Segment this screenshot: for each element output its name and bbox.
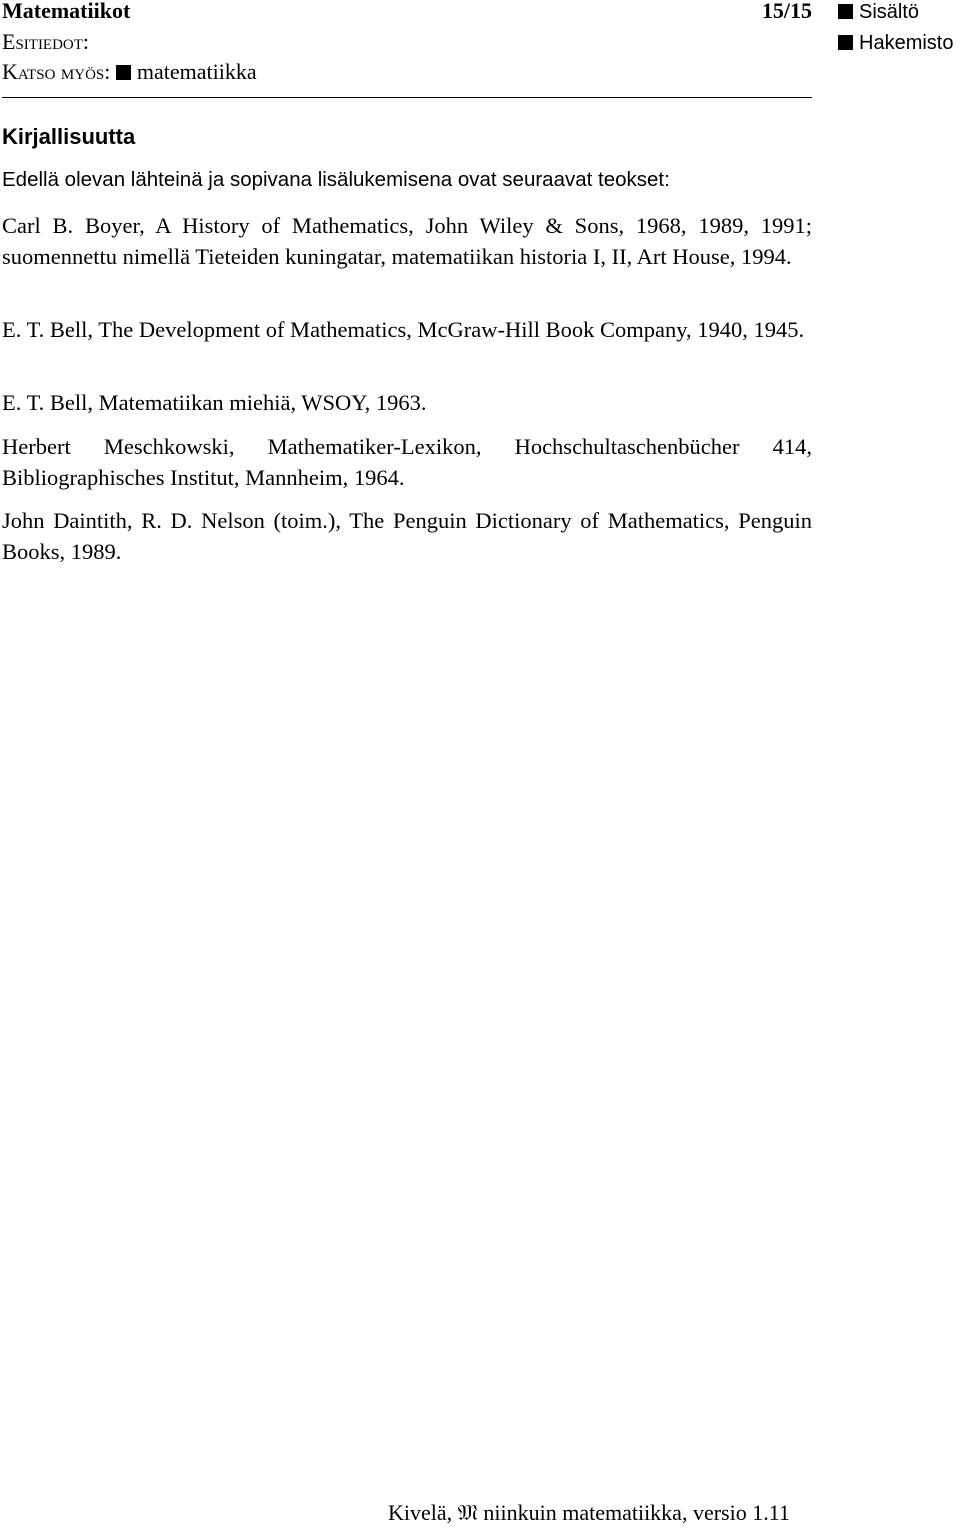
- nav-contents-label: Sisältö: [859, 1, 920, 23]
- prerequisites-label: Esitiedot:: [2, 29, 90, 54]
- reference-item: John Daintith, R. D. Nelson (toim.), The Penguin Dictionary of Mathematics, Penguin Books, 1989.: [2, 508, 812, 564]
- page-footer: Kivelä, 𝔐 niinkuin matematiikka, versio 1.11: [388, 1500, 790, 1525]
- document-title: Matematiikot: [2, 0, 131, 23]
- see-also-link[interactable]: [116, 59, 257, 84]
- link-square-icon: [838, 35, 853, 50]
- reference-item: Carl B. Boyer, A History of Mathematics, John Wiley & Sons, 1968, 1989, 1991; suomennettu nimellä Tieteiden kuningatar, matematiikan historia I, II, Art House, 1994.: [2, 213, 812, 269]
- see-also-link-label: matematiikka: [136, 59, 257, 84]
- nav-index-link[interactable]: [838, 32, 953, 55]
- page-number: 15/15: [761, 0, 812, 23]
- nav-index-label: Hakemisto: [859, 32, 954, 54]
- header-divider: [2, 97, 812, 98]
- reference-item: E. T. Bell, Matematiikan miehiä, WSOY, 1963.: [2, 390, 427, 415]
- nav-contents-link[interactable]: [838, 1, 919, 24]
- section-intro: Edellä olevan lähteinä ja sopivana lisälukemisena ovat seuraavat teokset:: [2, 168, 670, 191]
- reference-item: Herbert Meschkowski, Mathematiker-Lexikon, Hochschultaschenbücher 414, Bibliographisches Institut, Mannheim, 1964.: [2, 434, 812, 490]
- see-also: [2, 59, 257, 85]
- see-also-label: Katso myös:: [2, 59, 111, 84]
- link-square-icon: [838, 4, 853, 19]
- section-heading: Kirjallisuutta: [2, 124, 136, 149]
- reference-item: E. T. Bell, The Development of Mathematics, McGraw-Hill Book Company, 1940, 1945.: [2, 317, 805, 342]
- link-square-icon: [116, 65, 131, 80]
